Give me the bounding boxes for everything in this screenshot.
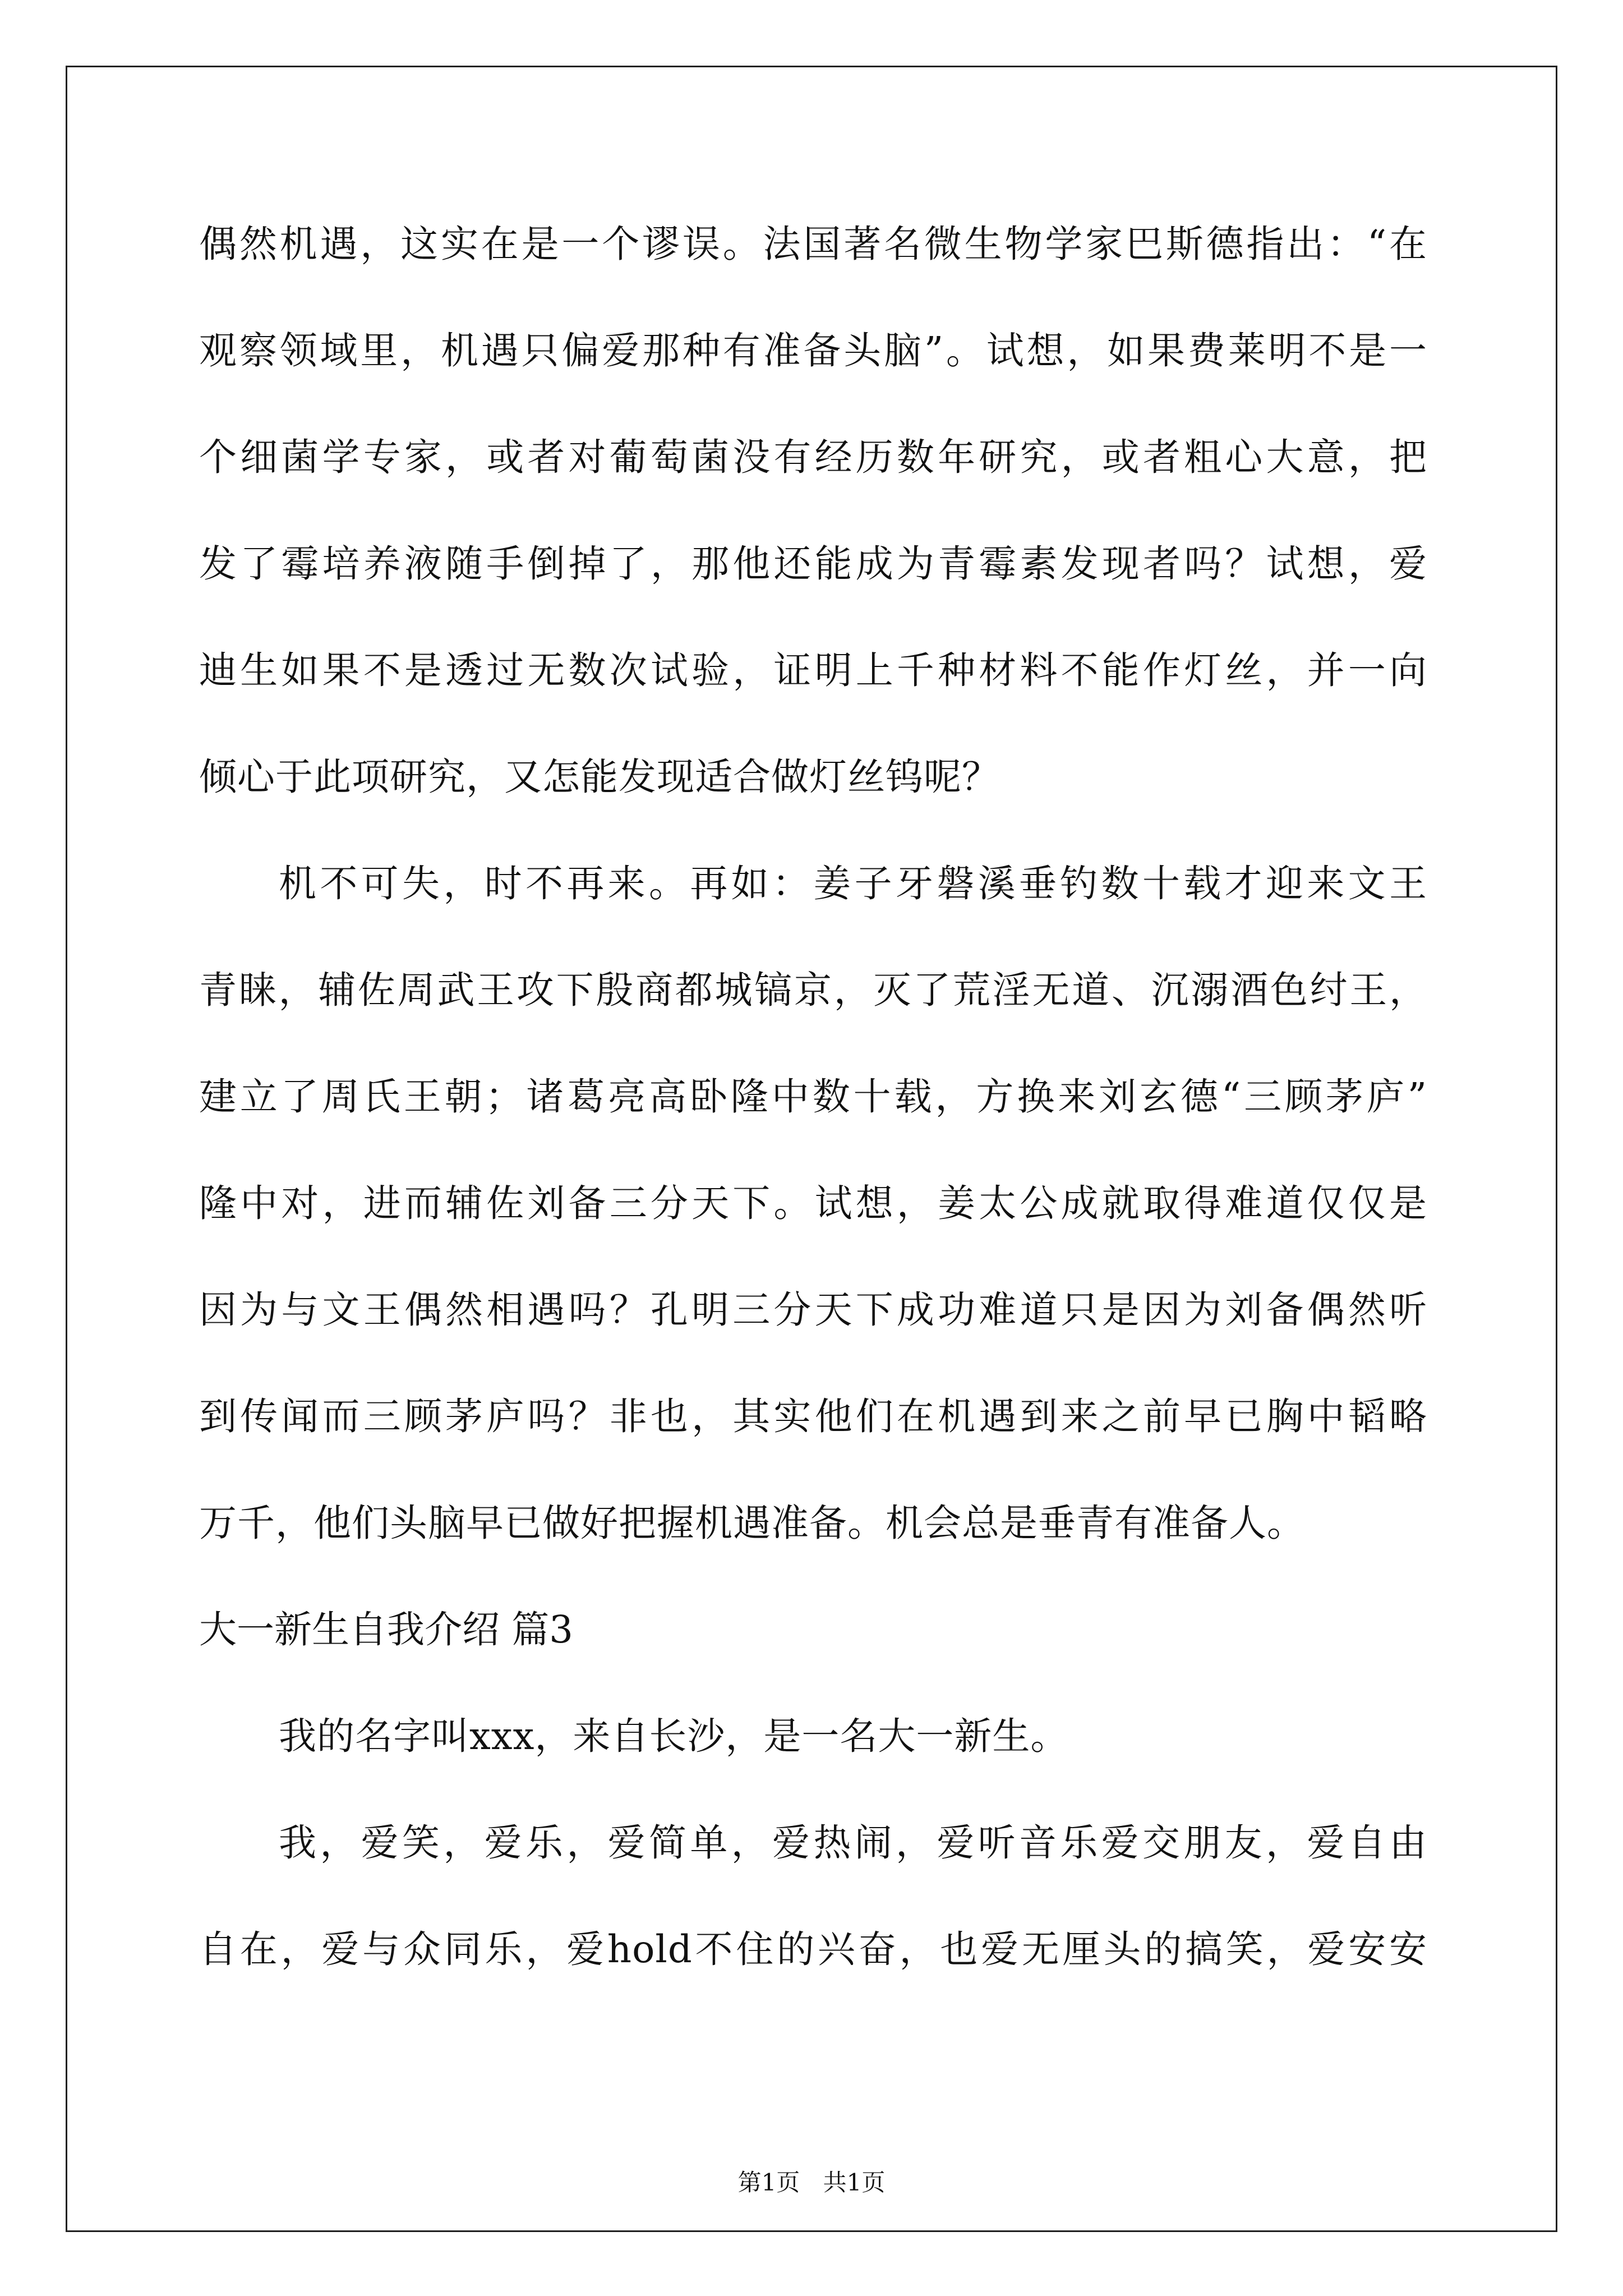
page-number-current: 第1页 bbox=[737, 2169, 800, 2196]
paragraph-1 bbox=[199, 213, 1427, 853]
text-line: 偶然机遇，这实在是一个谬误。法国著名微生物学家巴斯德指出：“在 bbox=[199, 222, 1427, 266]
document-body bbox=[199, 213, 1427, 2025]
section-heading: 大一新生自我介绍 篇3 bbox=[199, 1608, 573, 1651]
text-line: 万千，他们头脑早已做好把握机遇准备。机会总是垂青有准备人。 bbox=[199, 1501, 1305, 1545]
text-line: 我，爱笑，爱乐，爱简单，爱热闹，爱听音乐爱交朋友，爱自由 bbox=[279, 1821, 1427, 1865]
text-line: 隆中对，进而辅佐刘备三分天下。试想，姜太公成就取得难道仅仅是 bbox=[199, 1181, 1427, 1225]
paragraph-2 bbox=[199, 853, 1427, 1599]
text-line: 自在，爱与众同乐，爱hold不住的兴奋，也爱无厘头的搞笑，爱安安 bbox=[199, 1927, 1427, 1971]
page-footer bbox=[0, 2164, 1623, 2198]
paragraph-3 bbox=[199, 1705, 1427, 1812]
text-line: 倾心于此项研究，又怎能发现适合做灯丝钨呢？ bbox=[199, 755, 1000, 799]
text-line: 到传闻而三顾茅庐吗？非也，其实他们在机遇到来之前早已胸中韬略 bbox=[199, 1395, 1427, 1438]
text-line: 因为与文王偶然相遇吗？孔明三分天下成功难道只是因为刘备偶然听 bbox=[199, 1288, 1427, 1332]
page-number-total: 共1页 bbox=[823, 2169, 886, 2196]
text-line: 迪生如果不是透过无数次试验，证明上千种材料不能作灯丝，并一向 bbox=[199, 648, 1427, 692]
text-line: 青睐，辅佐周武王攻下殷商都城镐京，灭了荒淫无道、沉溺酒色纣王， bbox=[199, 968, 1427, 1012]
text-line: 机不可失，时不再来。再如：姜子牙磐溪垂钓数十载才迎来文王 bbox=[279, 862, 1427, 905]
text-line: 个细菌学专家，或者对葡萄菌没有经历数年研究，或者粗心大意，把 bbox=[199, 435, 1427, 479]
text-line: 观察领域里，机遇只偏爱那种有准备头脑”。试想，如果费莱明不是一 bbox=[199, 329, 1427, 372]
text-line: 我的名字叫xxx，来自长沙，是一名大一新生。 bbox=[279, 1714, 1069, 1758]
text-line: 发了霉培养液随手倒掉了，那他还能成为青霉素发现者吗？试想，爱 bbox=[199, 542, 1427, 586]
text-line: 建立了周氏王朝；诸葛亮高卧隆中数十载，方换来刘玄德“三顾茅庐” bbox=[199, 1075, 1427, 1119]
paragraph-4 bbox=[199, 1812, 1427, 2025]
